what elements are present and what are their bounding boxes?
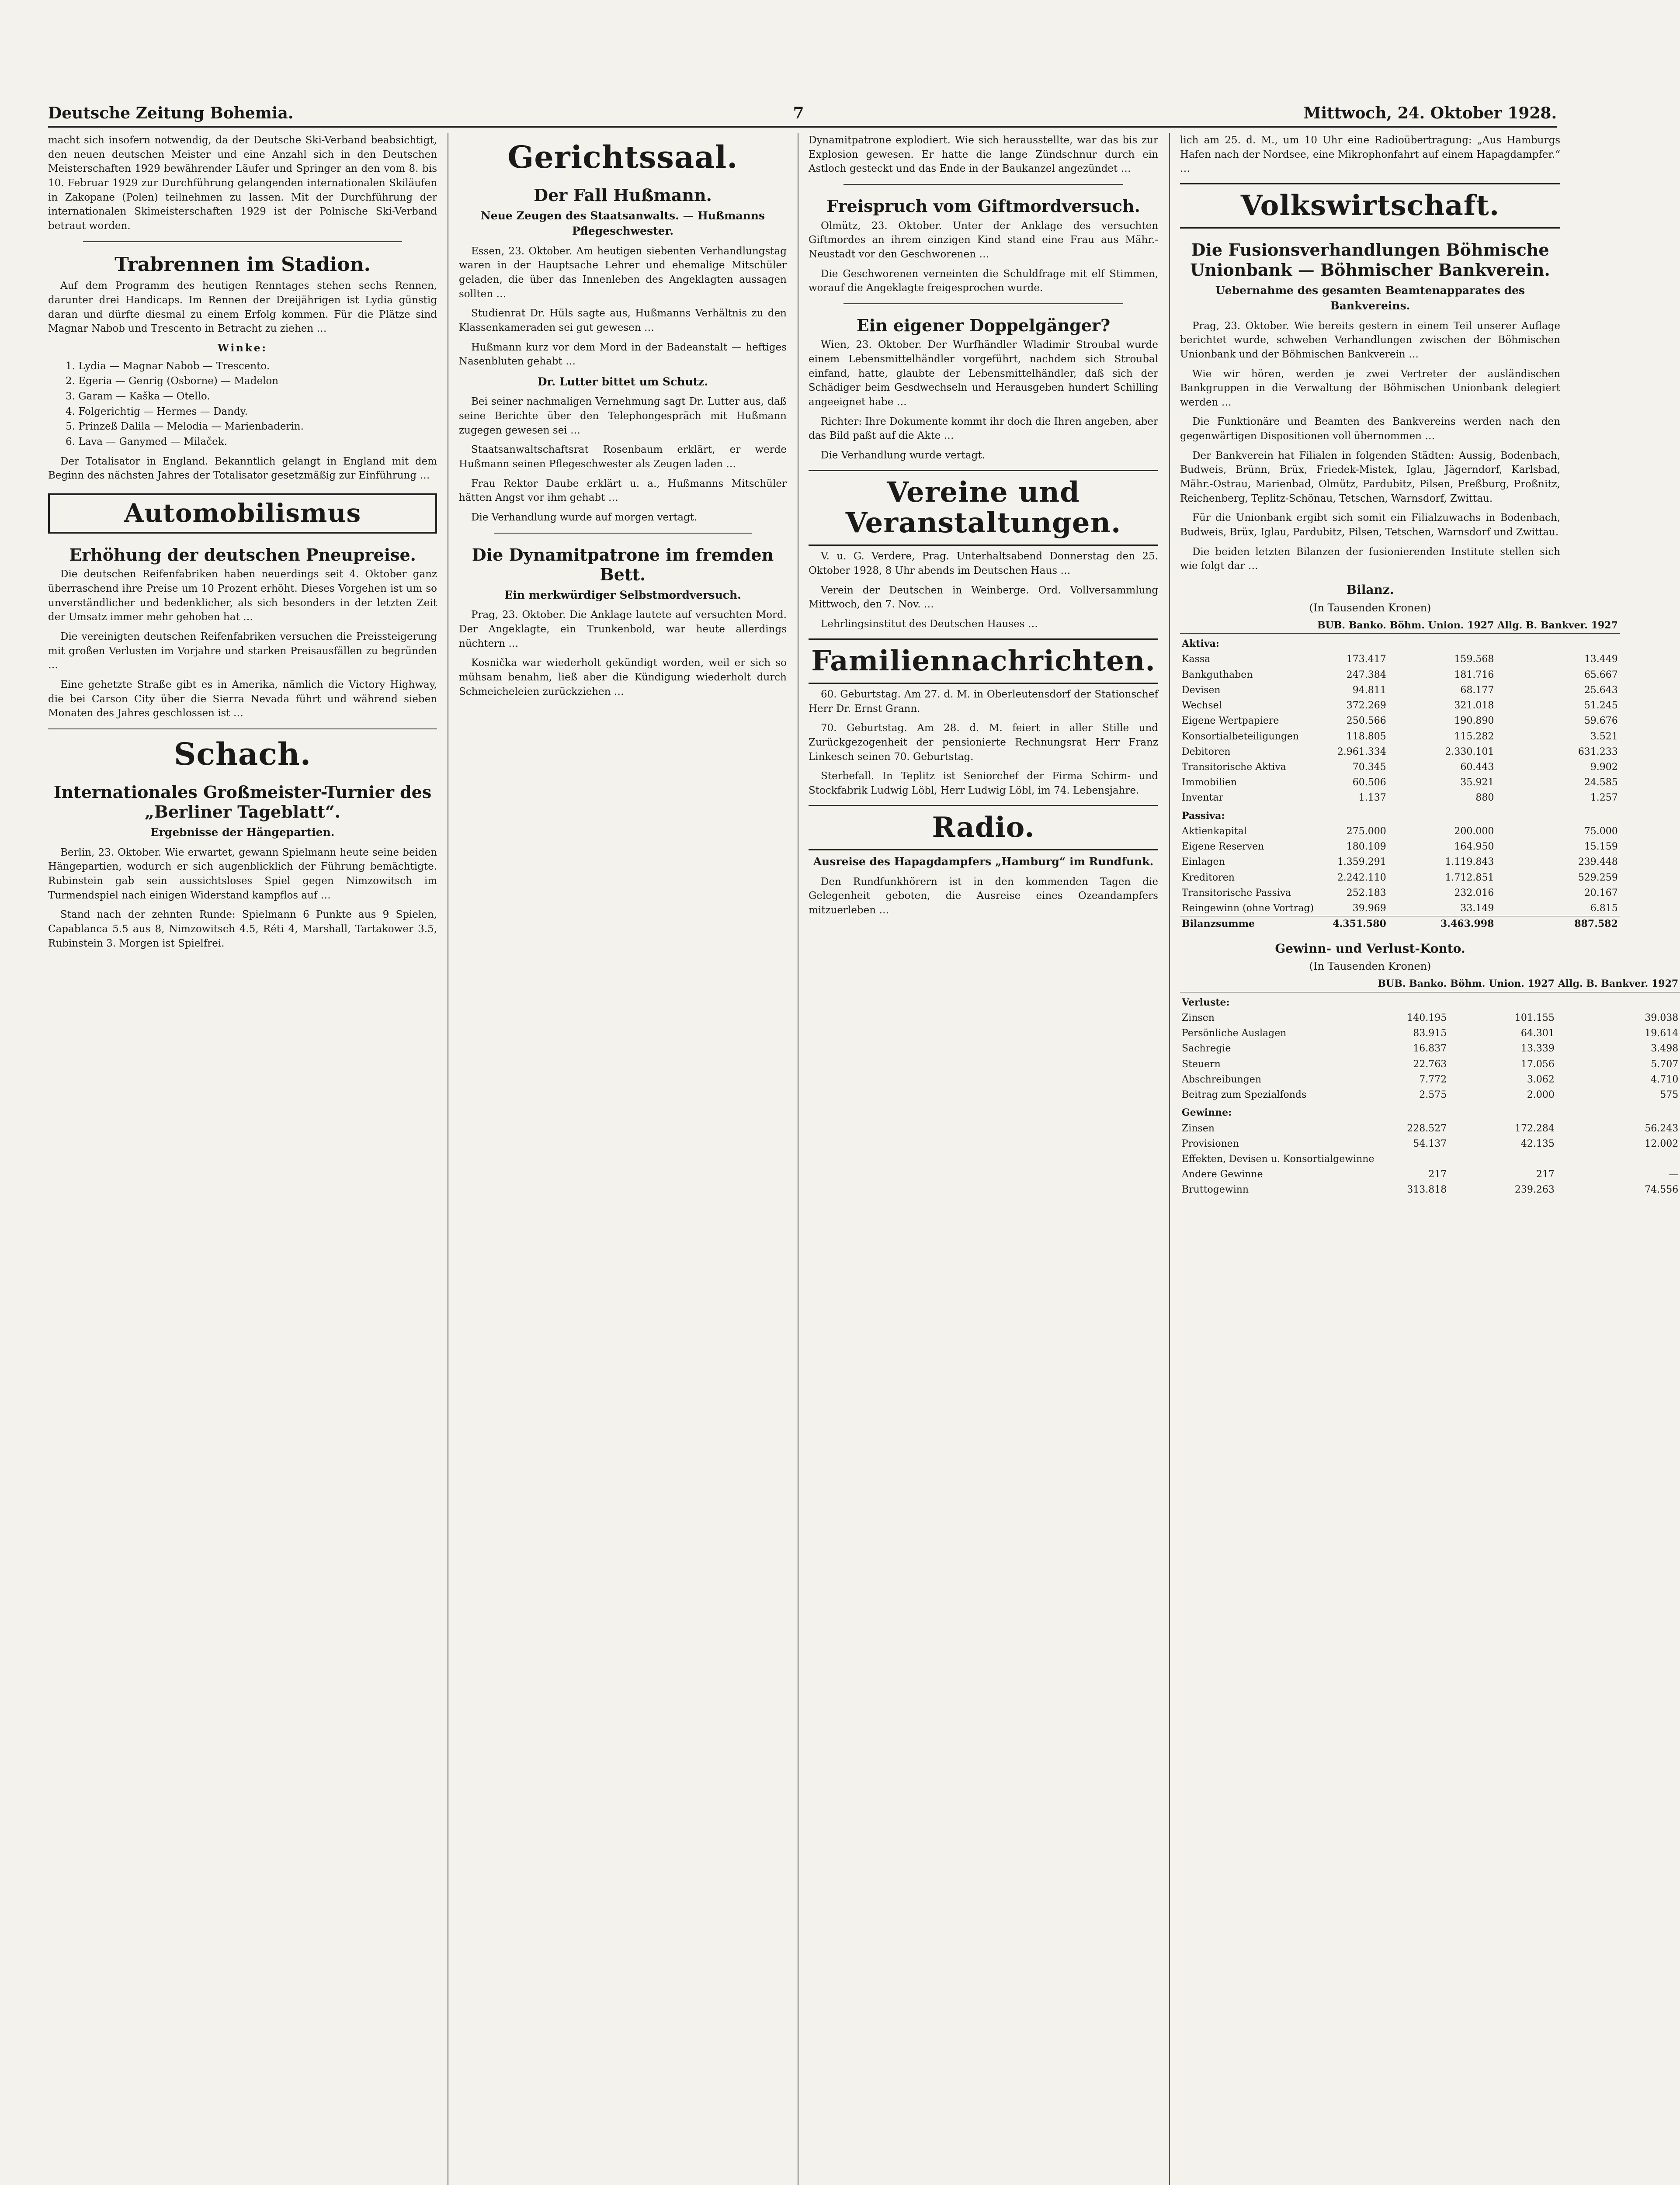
cell-value: 64.301 (1520, 1028, 1555, 1039)
cell-value: 5.707 (1651, 1058, 1679, 1070)
cell-value: 887.582 (1496, 916, 1619, 932)
case-subhead-2: Dr. Lutter bittet um Schutz. (537, 375, 708, 388)
table-row (1180, 1167, 1680, 1182)
cell-value: 3.463.998 (1388, 916, 1496, 932)
dyn-headline: Die Dynamitpatrone im fremden Bett. (472, 545, 774, 585)
row-label: Effekten, Devisen u. Konsortialgewinne (1182, 1153, 1375, 1165)
table-row (1180, 713, 1620, 728)
table-header (1180, 976, 1680, 992)
volk-headline: Die Fusionsverhandlungen Böhmische Unionbank — Böhmischer Bankverein. (1190, 240, 1550, 280)
cell-value (1376, 1151, 1448, 1167)
volk-paragraph: Der Bankverein hat Filialen in folgenden Städten: Aussig, Bodenbach, Budweis, Brünn, Brüx, Friedek-Mistek, Iglau, Jägerndorf, Karlsbad, Mähr.-Ostrau, Marienbad, Olmütz, Pardubitz, Pilsen, Preßburg, Proßnitz, Reichenberg, Teplitz-Schönau, Tetschen, Warnsdorf, Zwittau. (1180, 450, 1560, 504)
section-title-radio: Radio. (809, 805, 1158, 850)
cell-value: 94.811 (1352, 684, 1386, 696)
table-row (1180, 1072, 1680, 1087)
schach-paragraph: Berlin, 23. Oktober. Wie erwartet, gewann Spielmann heute seine beiden Hängepartien, wodurch er sich augenblicklich der Führung bemächtigte. Rubinstein gab sein aussichtsloses Spiel gegen Nimzowitsch im Turmendspiel nach einigen Widerstand kampflos auf … (48, 846, 437, 901)
cell-value: 118.805 (1346, 731, 1386, 742)
table-row (1180, 652, 1620, 667)
column-1 (48, 133, 437, 2185)
cell-value: 239.263 (1514, 1184, 1555, 1196)
cell-value: 70.345 (1352, 761, 1386, 773)
row-label: Bruttogewinn (1182, 1184, 1249, 1196)
row-label: Inventar (1182, 792, 1223, 804)
cell-value: 3.062 (1527, 1074, 1555, 1085)
cell-value: 59.676 (1584, 715, 1618, 727)
volk-paragraph: Für die Unionbank ergibt sich somit ein Filialzuwachs in Bodenbach, Budweis, Brüx, Iglau, Pardubitz, Pilsen, Tetschen, Warnsdorf und Zwittau. (1180, 512, 1560, 538)
row-label: Wechsel (1182, 700, 1222, 711)
cell-value: 1.119.843 (1445, 857, 1494, 868)
cell-value: 101.155 (1514, 1012, 1555, 1023)
cell-value: 19.614 (1645, 1028, 1679, 1039)
row-label (1180, 618, 1316, 634)
row-label (1180, 976, 1376, 992)
cell-value: BUB. Banko. (1376, 976, 1448, 992)
table-row (1180, 1182, 1680, 1197)
cell-value: 140.195 (1407, 1012, 1447, 1023)
cell-value: 39.038 (1645, 1012, 1679, 1023)
case-paragraph: Bei seiner nachmaligen Vernehmung sagt Dr. Lutter aus, daß seine Berichte über den Telephongespräch mit Hußmann zugegen gewesen sei … (459, 396, 787, 436)
cell-value (1556, 1151, 1680, 1167)
guv-table (1180, 976, 1680, 1197)
table-row (1180, 683, 1620, 698)
schach-subhead: Ergebnisse der Hängepartien. (150, 826, 335, 839)
totalisator-paragraph: Der Totalisator in England. Bekanntlich gelangt in England mit dem Beginn des nächsten Jahres der Totalisator gesetzmäßig zur Einführung … (48, 455, 437, 482)
cell-value: 180.109 (1346, 841, 1386, 853)
cell-value: 880 (1475, 792, 1494, 804)
cell-value: 24.585 (1584, 777, 1618, 788)
schach-paragraph: Stand nach der zehnten Runde: Spielmann 6 Punkte aus 9 Spielen, Capablanca 5.5 aus 8, Nimzowitsch 4.5, Réti 4, Marshall, Tartakower 3.5, Rubinstein 3. Morgen ist Spielfrei. (48, 909, 437, 949)
article-continuation: lich am 25. d. M., um 10 Uhr eine Radioübertragung: „Aus Hamburgs Hafen nach der Nordsee, eine Mikrophonfahrt auf einem Hapagdampfer.“ … (1180, 135, 1560, 175)
cell-value: 2.330.101 (1445, 746, 1494, 757)
case-headline: Der Fall Hußmann. (534, 185, 712, 205)
cell-value: 39.969 (1352, 903, 1386, 914)
cell-value: 12.002 (1645, 1138, 1679, 1149)
cell-value: 65.667 (1584, 669, 1618, 680)
table-total-row (1180, 916, 1620, 932)
cell-value: 51.245 (1584, 700, 1618, 711)
table-row (1180, 790, 1620, 805)
tip-item: 2. Egeria — Genrig (Osborne) — Madelon (66, 375, 279, 387)
cell-value: 250.566 (1346, 715, 1386, 727)
cell-value: 60.506 (1352, 777, 1386, 788)
page-number: 7 (793, 104, 804, 122)
table-row (1180, 775, 1620, 790)
row-label: Sachregie (1182, 1043, 1231, 1054)
cell-value: 1.137 (1358, 792, 1386, 804)
table-header (1180, 618, 1620, 634)
row-label: Konsortialbeteiligungen (1182, 731, 1299, 742)
cell-value: 4.710 (1651, 1074, 1679, 1085)
row-label: Abschreibungen (1182, 1074, 1262, 1085)
cell-value: 200.000 (1454, 825, 1494, 837)
table-row (1180, 1010, 1680, 1026)
row-label: Bilanzsumme (1180, 916, 1316, 932)
cell-value: 159.568 (1454, 654, 1494, 665)
row-label: Kreditoren (1182, 872, 1235, 883)
table-row (1180, 1121, 1680, 1136)
cell-value: 74.556 (1645, 1184, 1679, 1196)
cell-value: 164.950 (1454, 841, 1494, 853)
cell-value: 4.351.580 (1316, 916, 1388, 932)
divider (83, 241, 402, 242)
guv-title: Gewinn- und Verlust-Konto. (1275, 941, 1465, 956)
tip-item: 5. Prinzeß Dalila — Melodia — Marienbaderin. (66, 421, 304, 433)
divider (843, 303, 1123, 304)
table-group-label (1180, 634, 1620, 652)
cell-value: 252.183 (1346, 887, 1386, 898)
divider (494, 533, 752, 534)
cell-value: 228.527 (1407, 1123, 1447, 1134)
column-divider (1169, 133, 1170, 2185)
case-paragraph: Studienrat Dr. Hüls sagte aus, Hußmanns Verhältnis zu den Klassenkameraden sei gut gewesen … (459, 308, 787, 333)
familie-paragraph: 60. Geburtstag. Am 27. d. M. in Oberleutensdorf der Stationschef Herr Dr. Ernst Grann. (809, 689, 1158, 714)
table-row (1180, 698, 1620, 713)
cell-value: 631.233 (1578, 746, 1618, 757)
row-label: Provisionen (1182, 1138, 1239, 1149)
cell-value: 275.000 (1346, 825, 1386, 837)
cell-value: 217 (1536, 1169, 1555, 1180)
tip-item: 3. Garam — Kaška — Otello. (66, 390, 210, 402)
table-group-label (1180, 1103, 1680, 1120)
section-title-familie: Familiennachrichten. (809, 638, 1158, 684)
vereine-paragraph: Lehrlingsinstitut des Deutschen Hauses … (821, 618, 1038, 630)
cell-value: 181.716 (1454, 669, 1494, 680)
gift-headline: Freispruch vom Giftmordversuch. (826, 196, 1140, 216)
vereine-paragraph: V. u. G. Verdere, Prag. Unterhaltsabend Donnerstag den 25. Oktober 1928, 8 Uhr abends im Deutschen Haus … (809, 551, 1158, 577)
volk-paragraph: Die Funktionäre und Beamten des Bankvereins werden nach den gegenwärtigen Dispositionen voll übernommen … (1180, 416, 1560, 442)
cell-value: 372.269 (1346, 700, 1386, 711)
bilanz-table (1180, 618, 1620, 932)
table-row (1180, 760, 1620, 775)
doppel-paragraph: Richter: Ihre Dokumente kommt ihr doch die Ihren angeben, aber das Bild paßt auf die Akte … (809, 416, 1158, 442)
row-label: Debitoren (1182, 746, 1231, 757)
volk-subhead: Uebernahme des gesamten Beamtenapparates des Bankvereins. (1215, 284, 1525, 312)
trab-headline: Trabrennen im Stadion. (115, 253, 371, 276)
table-group-label (1180, 806, 1620, 824)
cell-value: 6.815 (1590, 903, 1618, 914)
cell-value: 13.449 (1584, 654, 1618, 665)
divider (843, 184, 1123, 185)
row-label: Aktienkapital (1182, 825, 1247, 837)
cell-value: 190.890 (1454, 715, 1494, 727)
case-paragraph: Staatsanwaltschaftsrat Rosenbaum erklärt, er werde Hußmann seinen Pflegeschwester als Zeugen laden … (459, 444, 787, 470)
case-subhead: Neue Zeugen des Staatsanwalts. — Hußmanns Pflegeschwester. (480, 209, 765, 238)
doppel-headline: Ein eigener Doppelgänger? (856, 315, 1111, 335)
cell-value: 321.018 (1454, 700, 1494, 711)
cell-value: 217 (1428, 1169, 1447, 1180)
cell-value: 42.135 (1520, 1138, 1555, 1149)
cell-value: 575 (1660, 1089, 1679, 1101)
volk-paragraph: Prag, 23. Oktober. Wie bereits gestern in einem Teil unserer Auflage berichtet wurde, schweben Verhandlungen zwischen der Böhmischen Unionbank und der Böhmischen Bankverein … (1180, 320, 1560, 360)
cell-value (1448, 1151, 1556, 1167)
cell-value: 20.167 (1584, 887, 1618, 898)
dyn-subhead: Ein merkwürdiger Selbstmordversuch. (504, 588, 741, 601)
section-title-vereine: Vereine und Veranstaltungen. (809, 470, 1158, 546)
row-label: Devisen (1182, 684, 1221, 696)
cell-value: 1.359.291 (1337, 857, 1386, 868)
table-row (1180, 667, 1620, 683)
cell-value: 115.282 (1454, 731, 1494, 742)
cell-value: 2.000 (1527, 1089, 1555, 1101)
cell-value: 2.961.334 (1337, 746, 1386, 757)
table-row (1180, 729, 1620, 744)
cell-value: 232.016 (1454, 887, 1494, 898)
tips-list (66, 359, 437, 449)
cell-value: 83.915 (1413, 1028, 1447, 1039)
case-paragraph: Essen, 23. Oktober. Am heutigen siebenten Verhandlungstag waren in der Hauptsache Lehrer und ehemalige Mitschüler geladen, die über das Innenleben des Angeklagten aussagen sollten … (459, 245, 787, 300)
cell-value: 22.763 (1413, 1058, 1447, 1070)
row-label: Transitorische Aktiva (1182, 761, 1286, 773)
cell-value: — (1669, 1169, 1679, 1180)
cell-value: 60.443 (1460, 761, 1494, 773)
table-row (1180, 854, 1620, 870)
volk-paragraph: Die beiden letzten Bilanzen der fusionierenden Institute stellen sich wie folgt dar … (1180, 546, 1560, 572)
cell-value: 7.772 (1419, 1074, 1447, 1085)
cell-value: 1.257 (1590, 792, 1618, 804)
tips-label: Winke: (218, 342, 267, 354)
cell-value: 25.643 (1584, 684, 1618, 696)
case-paragraph: Die Verhandlung wurde auf morgen vertagt. (471, 511, 698, 523)
table-row (1180, 744, 1620, 760)
table-row (1180, 1136, 1680, 1151)
trab-paragraph: Auf dem Programm des heutigen Renntages stehen sechs Rennen, darunter drei Handicaps. Im Rennen der Dreijährigen ist Lydia günstig daran und dürfte diesmal zu einem Erfolg kommen. Für die Plätze sind Magnar Nabob und Trescento in Betracht zu ziehen … (48, 280, 437, 335)
cell-value: 16.837 (1413, 1043, 1447, 1054)
cell-value: 54.137 (1413, 1138, 1447, 1149)
dyn-paragraph: Prag, 23. Oktober. Die Anklage lautete auf versuchten Mord. Der Angeklagte, ein Trunkenbold, war heute allerdings nüchtern … (459, 609, 787, 649)
cell-value: 3.498 (1651, 1043, 1679, 1054)
row-label: Einlagen (1182, 857, 1225, 868)
row-label: Zinsen (1182, 1123, 1215, 1134)
cell-value: 17.056 (1520, 1058, 1555, 1070)
section-title-schach: Schach. (174, 735, 312, 772)
table-group-label (1180, 992, 1680, 1010)
volk-paragraph: Wie wir hören, werden je zwei Vertreter der ausländischen Bankgruppen in die Verwaltung der Böhmischen Unionbank delegiert werden … (1180, 368, 1560, 408)
table-row (1180, 1151, 1680, 1167)
cell-value: 313.818 (1407, 1184, 1447, 1196)
bilanz-title: Bilanz. (1346, 583, 1394, 597)
row-label: Kassa (1182, 654, 1211, 665)
table-row (1180, 824, 1620, 839)
familie-paragraph: 70. Geburtstag. Am 28. d. M. feiert in aller Stille und Zurückgezogenheit der pensionierte Rechnungsrat Herr Franz Linkesch seinen 70. Geburtstag. (809, 722, 1158, 763)
table-row (1180, 1087, 1680, 1103)
radio-subhead: Ausreise des Hapagdampfers „Hamburg“ im Rundfunk. (813, 855, 1154, 868)
row-label: Eigene Reserven (1182, 841, 1264, 853)
doppel-paragraph: Wien, 23. Oktober. Der Wurfhändler Wladimir Stroubal wurde einem Lebensmittelhändler vorgeführt, nachdem sich Stroubal einfand, hatte, glaubte der Lebensmittelhändler, daß sich der Schädiger beim Gesdwechseln und Herausgeben hundert Schilling angeeignet habe … (809, 339, 1158, 408)
cell-value: 172.284 (1514, 1123, 1555, 1134)
tip-item: 4. Folgerichtig — Hermes — Dandy. (66, 406, 248, 417)
cell-value: Böhm. Union. 1927 (1448, 976, 1556, 992)
cell-value: 1.712.851 (1445, 872, 1494, 883)
cell-value: 239.448 (1578, 857, 1618, 868)
row-label: Eigene Wertpapiere (1182, 715, 1279, 727)
table-row (1180, 1026, 1680, 1041)
article-continuation: macht sich insofern notwendig, da der Deutsche Ski-Verband beabsichtigt, den neuen deutschen Meister und eine Anzahl sich in den Deutschen Meisterschaften 1929 bewährender Läufer und Springer an den vom 8. bis 10. Februar 1929 zur Durchführung gelangenden internationalen Skiläufen in Zakopane (Polen) teilnehmen zu lassen. Mit der Durchführung der internationalen Skimeisterschaften 1929 ist der Polnische Ski-Verband betraut worden. (48, 135, 437, 232)
case-paragraph: Frau Rektor Daube erklärt u. a., Hußmanns Mitschüler hätten Angst vor ihm gehabt … (459, 478, 787, 504)
cell-value: 3.521 (1590, 731, 1618, 742)
auto-paragraph: Die deutschen Reifenfabriken haben neuerdings seit 4. Oktober ganz überraschend ihre Preise um 10 Prozent erhöht. Dieses Vorgehen ist um so unverständlicher und bedenklicher, als sich besonders in der letzten Zeit der Umsatz immer mehr gehoben hat … (48, 569, 437, 623)
section-title-automobilismus: Automobilismus (48, 493, 437, 534)
cell-value: 15.159 (1584, 841, 1618, 853)
cell-value: 35.921 (1460, 777, 1494, 788)
cell-value: 56.243 (1645, 1123, 1679, 1134)
cell-value: Allg. B. Bankver. 1927 (1496, 618, 1619, 634)
group-label: Verluste: (1182, 996, 1230, 1008)
vereine-paragraph: Verein der Deutschen in Weinberge. Ord. Vollversammlung Mittwoch, den 7. Nov. … (809, 584, 1158, 610)
table-row (1180, 901, 1620, 916)
familie-paragraph: Sterbefall. In Teplitz ist Seniorchef der Firma Schirm- und Stockfabrik Ludwig Löbl, Herr Ludwig Löbl, im 74. Lebensjahre. (809, 770, 1158, 797)
column-2 (459, 133, 787, 2185)
table-row (1180, 1041, 1680, 1056)
auto-paragraph: Eine gehetzte Straße gibt es in Amerika, nämlich die Victory Highway, die bei Carson City über die Sierra Nevada führt und während sieben Monaten des Jahres geschlossen ist … (48, 679, 437, 719)
table-row (1180, 1057, 1680, 1072)
gift-paragraph: Die Geschworenen verneinten die Schuldfrage mit elf Stimmen, worauf die Angeklagte freigesprochen wurde. (809, 268, 1158, 294)
gift-paragraph: Olmütz, 23. Oktober. Unter der Anklage des versuchten Giftmordes an ihrem einzigen Kind stand eine Frau aus Mähr.-Neustadt vor den Geschworenen … (809, 220, 1158, 260)
cell-value: 68.177 (1460, 684, 1494, 696)
group-label: Aktiva: (1182, 638, 1219, 650)
divider (48, 728, 437, 729)
row-label: Andere Gewinne (1182, 1169, 1263, 1180)
article-continuation: Dynamitpatrone explodiert. Wie sich herausstellte, war das bis zur Explosion gewesen. Er hatte die lange Zündschnur durch ein Astloch gesteckt und das Ende in der Baukanzel angezündet … (809, 135, 1158, 175)
auto-headline: Erhöhung der deutschen Pneupreise. (69, 545, 416, 565)
section-title-volkswirtschaft: Volkswirtschaft. (1180, 183, 1560, 229)
cell-value: 13.339 (1520, 1043, 1555, 1054)
dyn-paragraph: Kosnička war wiederholt gekündigt worden, weil er sich so mühsam benahm, ließ aber die Kündigung wiederholt durch Schmeicheleien zurückziehen … (459, 657, 787, 697)
column-3 (809, 133, 1158, 2185)
group-label: Passiva: (1182, 810, 1225, 822)
cell-value: 173.417 (1346, 654, 1386, 665)
tip-item: 1. Lydia — Magnar Nabob — Trescento. (66, 360, 270, 372)
row-label: Transitorische Passiva (1182, 887, 1291, 898)
column-4 (1180, 133, 1679, 2185)
cell-value: Allg. B. Bankver. 1927 (1556, 976, 1680, 992)
auto-paragraph: Die vereinigten deutschen Reifenfabriken versuchen die Preissteigerung mit großen Verlusten im Vorjahre und starken Preisausfällen zu begründen … (48, 631, 437, 671)
cell-value: 247.384 (1346, 669, 1386, 680)
bilanz-unit: (In Tausenden Kronen) (1309, 601, 1431, 614)
cell-value: 2.242.110 (1337, 872, 1386, 883)
doppel-paragraph: Die Verhandlung wurde vertagt. (821, 450, 985, 461)
guv-unit: (In Tausenden Kronen) (1309, 960, 1431, 973)
group-label: Gewinne: (1182, 1107, 1232, 1119)
masthead (48, 96, 1557, 128)
cell-value: BUB. Banko. (1316, 618, 1388, 634)
row-label: Immobilien (1182, 777, 1237, 788)
row-label: Steuern (1182, 1058, 1221, 1070)
row-label: Reingewinn (ohne Vortrag) (1182, 903, 1314, 914)
cell-value: Böhm. Union. 1927 (1388, 618, 1496, 634)
cell-value: 9.902 (1590, 761, 1618, 773)
case-paragraph: Hußmann kurz vor dem Mord in der Badeanstalt — heftiges Nasenbluten gehabt … (459, 341, 787, 368)
row-label: Zinsen (1182, 1012, 1215, 1023)
table-row (1180, 885, 1620, 901)
row-label: Beitrag zum Spezialfonds (1182, 1089, 1307, 1101)
masthead-date: Mittwoch, 24. Oktober 1928. (1303, 104, 1557, 122)
masthead-title: Deutsche Zeitung Bohemia. (48, 104, 294, 122)
cell-value: 75.000 (1584, 825, 1618, 837)
table-row (1180, 870, 1620, 885)
cell-value: 529.259 (1578, 872, 1618, 883)
row-label: Bankguthaben (1182, 669, 1253, 680)
cell-value: 2.575 (1419, 1089, 1447, 1101)
row-label: Persönliche Auslagen (1182, 1028, 1287, 1039)
radio-paragraph: Den Rundfunkhörern ist in den kommenden Tagen die Gelegenheit geboten, die Ausreise eines Ozeandampfers mitzuerleben … (809, 876, 1158, 916)
schach-headline: Internationales Großmeister-Turnier des „Berliner Tageblatt“. (53, 782, 432, 822)
cell-value: 33.149 (1460, 903, 1494, 914)
tip-item: 6. Lava — Ganymed — Milaček. (66, 436, 227, 447)
table-row (1180, 839, 1620, 854)
section-title-gerichtssaal: Gerichtssaal. (507, 139, 738, 175)
